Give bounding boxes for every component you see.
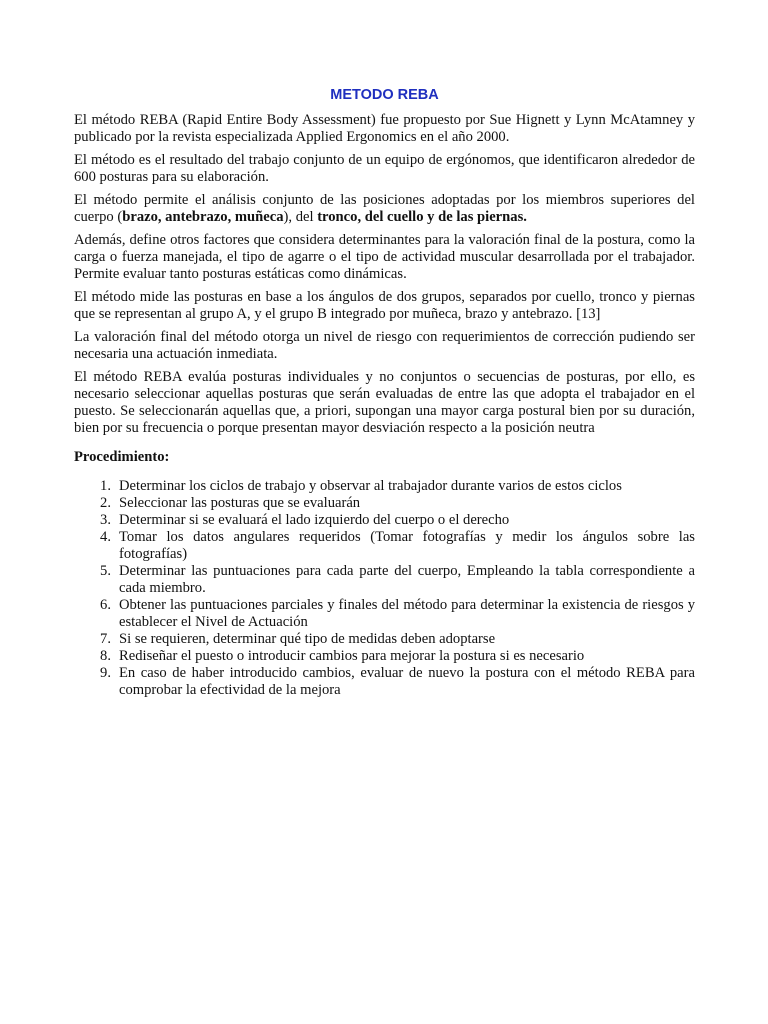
procedure-step <box>74 529 695 563</box>
body-paragraph <box>74 369 695 437</box>
step-text: Tomar los datos angulares requeridos (Tomar fotografías y medir los ángulos sobre las fotografías) <box>119 529 695 562</box>
step-text: Determinar los ciclos de trabajo y observar al trabajador durante varios de estos ciclos <box>119 478 622 494</box>
text-run: El método es el resultado del trabajo conjunto de un equipo de ergónomos, que identificaron alrededor de 600 posturas para su elaboración. <box>74 152 695 185</box>
step-number: 9. <box>100 665 111 681</box>
body-paragraphs <box>74 112 695 437</box>
step-text: Rediseñar el puesto o introducir cambios para mejorar la postura si es necesario <box>119 648 585 664</box>
text-run: El método permite el análisis conjunto de las posiciones adoptadas por los miembros superiores del cuerpo ( <box>74 192 695 225</box>
body-paragraph <box>74 329 695 363</box>
document-title: METODO REBA <box>330 87 439 103</box>
text-run: ), del <box>283 209 318 225</box>
procedure-step <box>74 563 695 597</box>
step-number: 4. <box>100 529 111 545</box>
step-number: 8. <box>100 648 111 664</box>
step-number: 2. <box>100 495 111 511</box>
text-run: Además, define otros factores que considera determinantes para la valoración final de la postura, como la carga o fuerza manejada, el tipo de agarre o el tipo de actividad muscular desarrollada por el trabajador. Permite evaluar tanto posturas estáticas como dinámicas. <box>74 232 695 282</box>
body-paragraph <box>74 289 695 323</box>
bold-text: brazo, antebrazo, muñeca <box>122 209 284 225</box>
procedure-list <box>74 478 695 699</box>
procedure-heading: Procedimiento: <box>74 449 170 465</box>
body-paragraph <box>74 112 695 146</box>
step-number: 3. <box>100 512 111 528</box>
text-run: El método REBA (Rapid Entire Body Assessment) fue propuesto por Sue Hignett y Lynn McAtamney y publicado por la revista especializada Applied Ergonomics en el año 2000. <box>74 112 695 145</box>
body-paragraph <box>74 152 695 186</box>
text-run: La valoración final del método otorga un nivel de riesgo con requerimientos de corrección pudiendo ser necesaria una actuación inmediata. <box>74 329 695 362</box>
bold-text: tronco, del cuello y de las piernas. <box>317 209 527 225</box>
procedure-step <box>74 597 695 631</box>
procedure-step <box>74 495 695 512</box>
step-text: Determinar si se evaluará el lado izquierdo del cuerpo o el derecho <box>119 512 510 528</box>
procedure-step <box>74 512 695 529</box>
step-number: 1. <box>100 478 111 494</box>
procedure-step <box>74 665 695 699</box>
text-run: El método REBA evalúa posturas individuales y no conjuntos o secuencias de posturas, por ello, es necesario seleccionar aquellas posturas que serán evaluadas de entre las que adopta el trabajador en el puesto. Se seleccionarán aquellas que, a priori, supongan una mayor carga postural bien por su duración, bien por su frecuencia o porque presentan mayor desviación respecto a la posición neutra <box>74 369 695 436</box>
step-text: Si se requieren, determinar qué tipo de medidas deben adoptarse <box>119 631 496 647</box>
body-paragraph <box>74 232 695 283</box>
step-text: Determinar las puntuaciones para cada parte del cuerpo, Empleando la tabla correspondiente a cada miembro. <box>119 563 695 596</box>
step-number: 5. <box>100 563 111 579</box>
body-paragraph <box>74 192 695 226</box>
document-page <box>74 86 695 699</box>
procedure-step <box>74 631 695 648</box>
step-number: 7. <box>100 631 111 647</box>
step-text: Seleccionar las posturas que se evaluarán <box>119 495 361 511</box>
step-number: 6. <box>100 597 111 613</box>
text-run: El método mide las posturas en base a los ángulos de dos grupos, separados por cuello, tronco y piernas que se representan al grupo A, y el grupo B integrado por muñeca, brazo y antebrazo. [13] <box>74 289 695 322</box>
procedure-step <box>74 478 695 495</box>
step-text: Obtener las puntuaciones parciales y finales del método para determinar la existencia de riesgos y establecer el Nivel de Actuación <box>119 597 695 630</box>
step-text: En caso de haber introducido cambios, evaluar de nuevo la postura con el método REBA para comprobar la efectividad de la mejora <box>119 665 695 698</box>
procedure-step <box>74 648 695 665</box>
